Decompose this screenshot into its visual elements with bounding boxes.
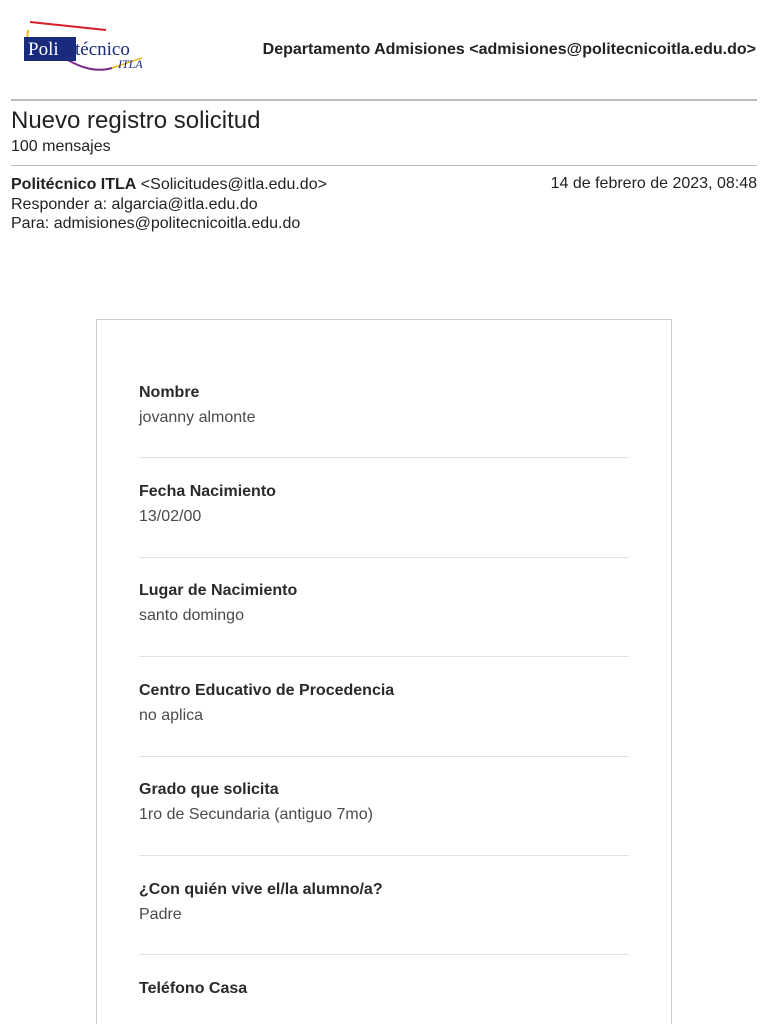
field-label: ¿Con quién vive el/la alumno/a? <box>139 881 383 898</box>
field-divider <box>139 656 629 657</box>
field-label: Nombre <box>139 384 200 401</box>
thread-subject: Nuevo registro solicitud <box>11 107 261 134</box>
field-value: Padre <box>139 906 182 923</box>
print-header <box>0 0 768 90</box>
politecnico-itla-logo <box>22 18 168 74</box>
field-label: Teléfono Casa <box>139 980 248 997</box>
field-divider <box>139 954 629 955</box>
message-date: 14 de febrero de 2023, 08:48 <box>550 175 757 192</box>
message-meta <box>11 175 327 234</box>
to-line: Para: admisiones@politecnicoitla.edu.do <box>11 215 301 232</box>
field-value: jovanny almonte <box>139 409 256 426</box>
sender-name: Politécnico ITLA <box>11 176 137 193</box>
sender-email: <Solicitudes@itla.edu.do> <box>140 176 327 193</box>
field-grado-solicita <box>139 781 629 824</box>
field-lugar-nacimiento <box>139 582 629 625</box>
reply-to-line: Responder a: algarcia@itla.edu.do <box>11 195 258 213</box>
field-divider <box>139 756 629 757</box>
field-divider <box>139 557 629 558</box>
field-con-quien-vive <box>139 881 629 924</box>
field-fecha-nacimiento <box>139 483 629 526</box>
message-count: 100 mensajes <box>11 138 111 155</box>
header-divider <box>11 99 757 101</box>
field-label: Grado que solicita <box>139 781 279 798</box>
field-value: santo domingo <box>139 607 244 624</box>
field-value: 13/02/00 <box>139 508 202 525</box>
field-divider <box>139 457 629 458</box>
field-nombre <box>139 384 629 427</box>
field-telefono-casa <box>139 980 629 1005</box>
field-value: no aplica <box>139 707 204 724</box>
field-divider <box>139 855 629 856</box>
sender-line <box>11 175 327 195</box>
field-value: 1ro de Secundaria (antiguo 7mo) <box>139 806 373 823</box>
subject-divider <box>11 165 757 166</box>
account-address: Departamento Admisiones <admisiones@politecnicoitla.edu.do> <box>262 41 756 58</box>
field-label: Fecha Nacimiento <box>139 483 276 500</box>
field-label: Centro Educativo de Procedencia <box>139 682 395 699</box>
svg-text:técnico: técnico <box>75 39 130 60</box>
field-centro-educativo <box>139 682 629 725</box>
field-label: Lugar de Nacimiento <box>139 582 298 599</box>
svg-text:Poli: Poli <box>28 39 59 60</box>
svg-text:ITLA: ITLA <box>118 57 143 71</box>
form-card <box>96 319 672 1024</box>
